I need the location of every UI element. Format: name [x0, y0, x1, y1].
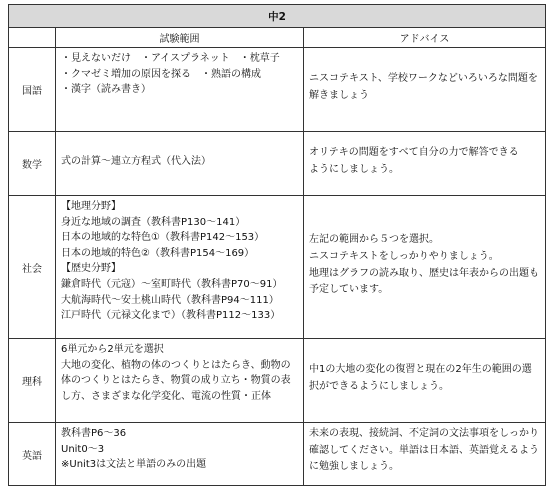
- advice-line: 予定しています。: [309, 284, 389, 296]
- range-line: 身近な地域の調査（教科書P130～141）: [61, 216, 246, 228]
- subject-header-cell: [9, 28, 56, 48]
- exam-range-table: [8, 4, 546, 486]
- table-row: [9, 196, 546, 339]
- advice-line: に勉強しましょう。: [309, 461, 399, 473]
- advice-line: 中1の大地の変化の復習と現在の2年生の範囲の選: [309, 364, 532, 376]
- range-line: 日本の地域的な特色①（教科書P142～153）: [61, 232, 265, 244]
- range-line: 【地理分野】: [61, 201, 121, 212]
- advice-cell: [304, 423, 546, 486]
- range-cell: [56, 48, 304, 132]
- subject-label: 数学: [9, 132, 56, 196]
- range-line: 鎌倉時代（元寇）～室町時代（教科書P70～91）: [61, 278, 283, 290]
- subject-label: 国語: [9, 48, 56, 132]
- advice-line: オリテキの問題をすべて自分の力で解答できる: [309, 147, 519, 159]
- table-row: [9, 132, 546, 196]
- advice-cell: [304, 196, 546, 339]
- advice-line: 左記の範囲から５つを選択。: [309, 234, 439, 246]
- table-row: [9, 339, 546, 423]
- range-line: 江戸時代（元禄文化まで）（教科書P112～133）: [61, 310, 281, 322]
- advice-cell: [304, 339, 546, 423]
- advice-cell: [304, 132, 546, 196]
- range-line: 大地の変化、植物の体のつくりとはたらき、動物の: [61, 359, 291, 371]
- advice-line: 確認してください。単語は日本語、英語覚えるよう: [309, 444, 539, 456]
- range-line: ・クマゼミ増加の原因を探る ・熟語の構成: [61, 68, 261, 80]
- range-line: 式の計算～連立方程式（代入法）: [61, 156, 211, 168]
- grade-title: 中2: [9, 5, 546, 28]
- advice-line: 未来の表現、接続詞、不定詞の文法事項をしっかり: [309, 428, 539, 439]
- title-row: [9, 5, 546, 28]
- range-cell: [56, 423, 304, 486]
- range-line: Unit0～3: [61, 443, 105, 455]
- range-line: ・見えないだけ ・アイスプラネット ・枕草子: [61, 53, 280, 64]
- range-header: 試験範囲: [56, 28, 304, 48]
- range-line: 大航海時代～安土桃山時代（教科書P94～111）: [61, 294, 279, 306]
- range-cell: [56, 196, 304, 339]
- header-row: [9, 28, 546, 48]
- range-line: ※Unit3は文法と単語のみの出題: [61, 459, 207, 471]
- range-line: 6単元から2単元を選択: [61, 344, 164, 355]
- table-row: [9, 48, 546, 132]
- range-line: 日本の地域的特色②（教科書P154～169）: [61, 247, 255, 259]
- range-line: ・漢字（読み書き）: [61, 84, 151, 96]
- advice-line: ニスコテキストをしっかりやりましょう。: [309, 250, 499, 262]
- range-line: 体のつくりとはたらき、物質の成り立ち・物質の表: [61, 375, 291, 387]
- subject-label: 社会: [9, 196, 56, 339]
- range-line: し方、さまざまな化学変化、電流の性質・正体: [61, 390, 271, 402]
- advice-header: アドバイス: [304, 28, 546, 48]
- advice-line: 択ができるようにしましょう。: [309, 381, 449, 392]
- range-line: 教科書P6～36: [61, 428, 127, 439]
- range-cell: [56, 339, 304, 423]
- advice-line: ニスコテキスト、学校ワークなどいろいろな問題を: [309, 73, 538, 85]
- table-row: [9, 423, 546, 486]
- advice-cell: [304, 48, 546, 132]
- subject-label: 理科: [9, 339, 56, 423]
- advice-line: 解きましょう: [309, 90, 369, 101]
- subject-label: 英語: [9, 423, 56, 486]
- advice-line: ようにしましょう。: [309, 164, 399, 175]
- advice-line: 地理はグラフの読み取り、歴史は年表からの出題も: [309, 267, 539, 279]
- range-cell: [56, 132, 304, 196]
- range-line: 【歴史分野】: [61, 263, 121, 275]
